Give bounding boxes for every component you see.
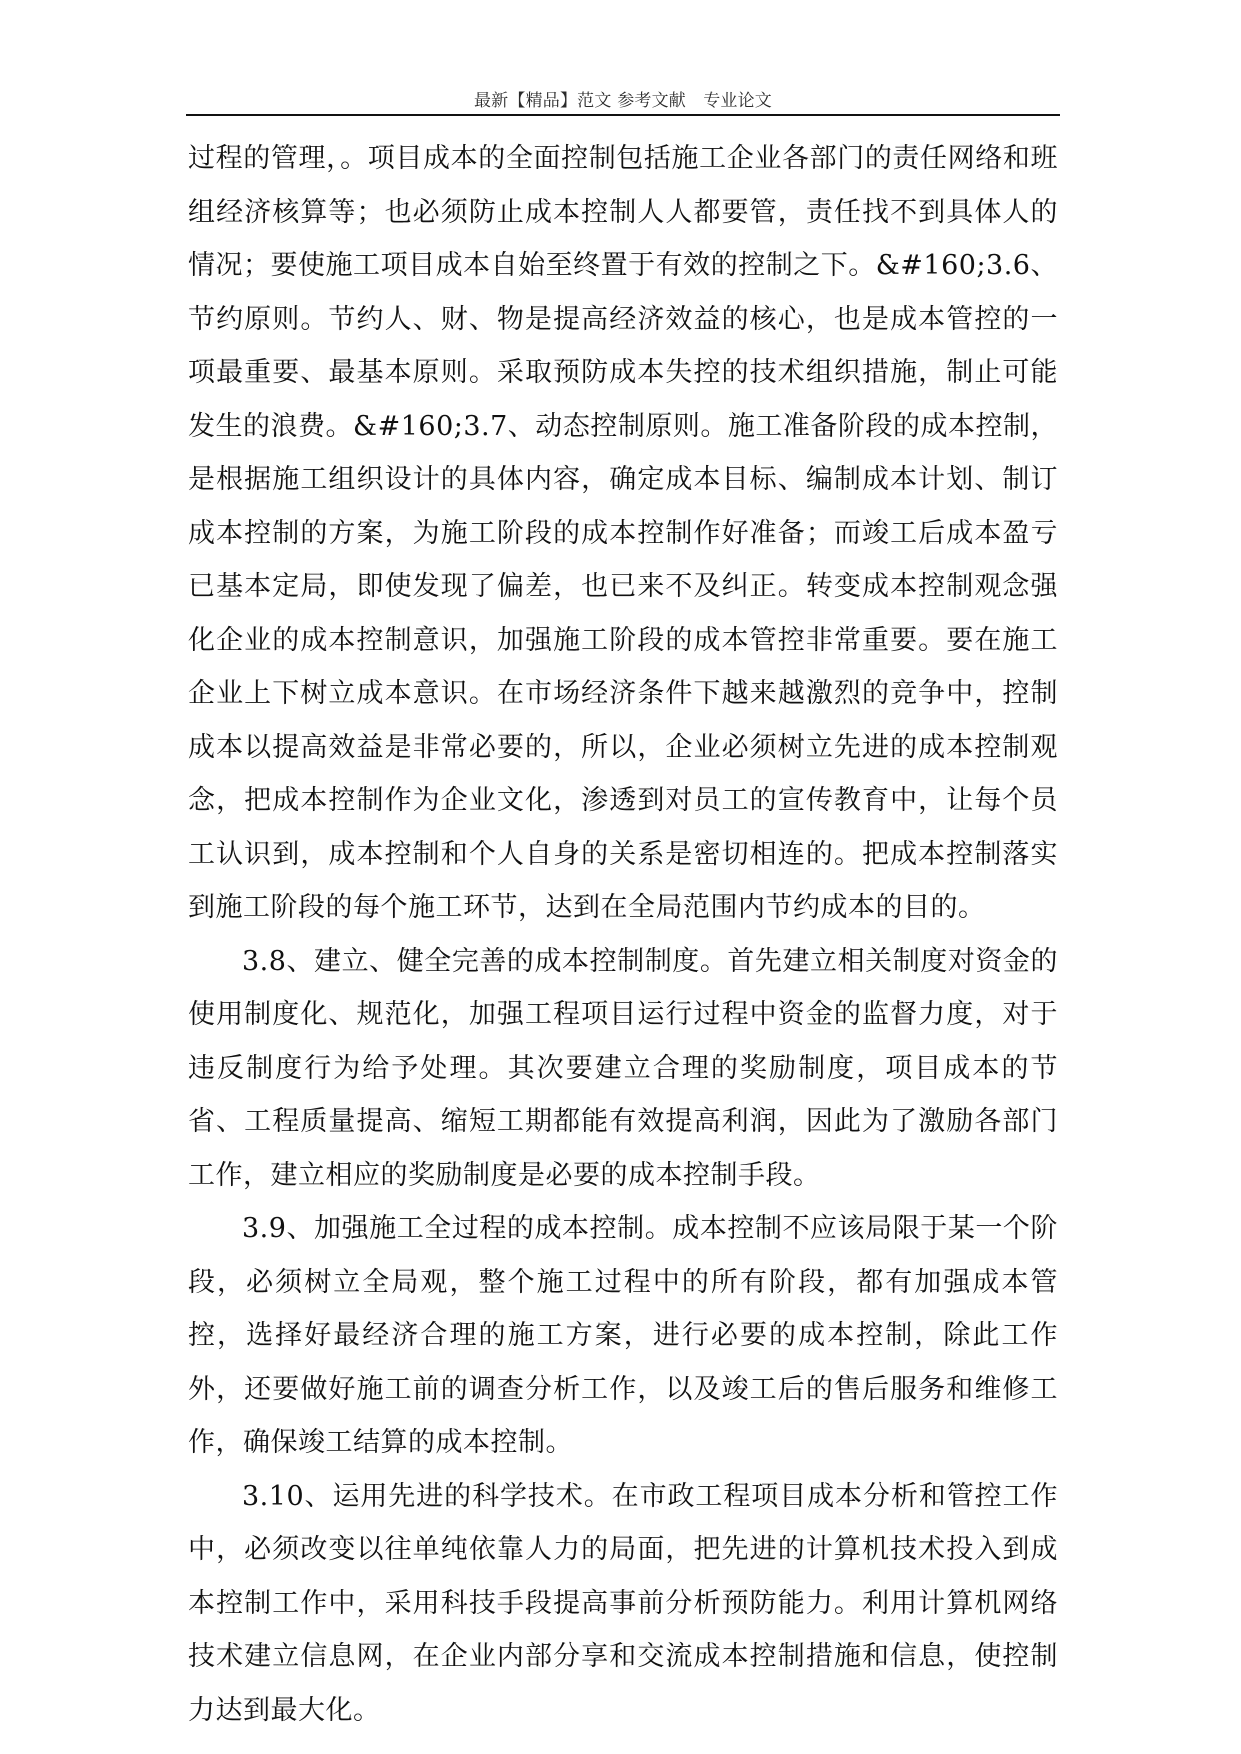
article-body bbox=[188, 132, 1058, 1737]
paragraph-3-9: 3.9、加强施工全过程的成本控制。成本控制不应该局限于某一个阶段，必须树立全局观，整个施工过程中的所有阶段，都有加强成本管控，选择好最经济合理的施工方案，进行必要的成本控制，除此工作外，还要做好施工前的调查分析工作，以及竣工后的售后服务和维修工作，确保竣工结算的成本控制。 bbox=[188, 1213, 1058, 1458]
page-header: 最新【精品】范文 参考文献 专业论文 bbox=[473, 91, 772, 111]
paragraph-continuation: 过程的管理，。项目成本的全面控制包括施工企业各部门的责任网络和班组经济核算等；也必须防止成本控制人人都要管，责任找不到具体人的情况；要使施工项目成本自始至终置于有效的控制之下。&#160;3.6、节约原则。节约人、财、物是提高经济效益的核心，也是成本管控的一项最重要、最基本原则。采取预防成本失控的技术组织措施，制止可能发生的浪费。&#160;3.7、动态控制原则。施工准备阶段的成本控制，是根据施工组织设计的具体内容，确定成本目标、编制成本计划、制订成本控制的方案，为施工阶段的成本控制作好准备；而竣工后成本盈亏已基本定局，即使发现了偏差，也已来不及纠正。转变成本控制观念强化企业的成本控制意识，加强施工阶段的成本管控非常重要。要在施工企业上下树立成本意识。在市场经济条件下越来越激烈的竞争中，控制成本以提高效益是非常必要的，所以，企业必须树立先进的成本控制观念，把成本控制作为企业文化，渗透到对员工的宣传教育中，让每个员工认识到，成本控制和个人自身的关系是密切相连的。把成本控制落实到施工阶段的每个施工环节，达到在全局范围内节约成本的目的。 bbox=[188, 143, 1058, 923]
paragraph-3-10: 3.10、运用先进的科学技术。在市政工程项目成本分析和管控工作中，必须改变以往单纯依靠人力的局面，把先进的计算机技术投入到成本控制工作中，采用科技手段提高事前分析预防能力。利用计算机网络技术建立信息网，在企业内部分享和交流成本控制措施和信息，使控制力达到最大化。 bbox=[188, 1480, 1058, 1726]
paragraph-3-8: 3.8、建立、健全完善的成本控制制度。首先建立相关制度对资金的使用制度化、规范化，加强工程项目运行过程中资金的监督力度，对于违反制度行为给予处理。其次要建立合理的奖励制度，项目成本的节省、工程质量提高、缩短工期都能有效提高利润，因此为了激励各部门工作，建立相应的奖励制度是必要的成本控制手段。 bbox=[188, 945, 1058, 1191]
header-rule bbox=[186, 114, 1060, 116]
